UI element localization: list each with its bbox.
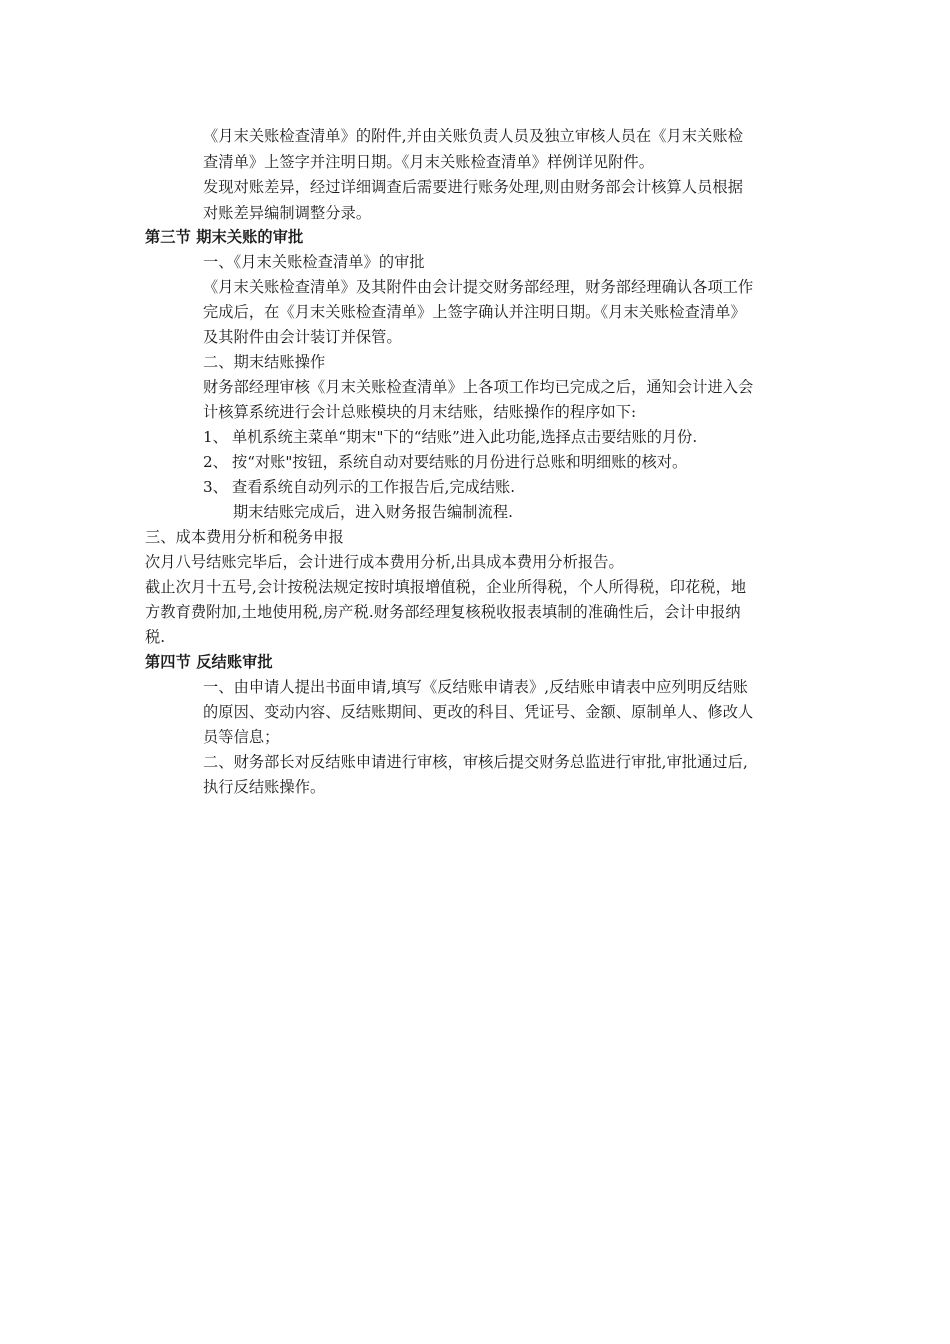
paragraph-line: 《月末关账检查清单》的附件,并由关账负责人员及独立审核人员在《月末关账检 bbox=[203, 127, 743, 145]
paragraph-line: 《月末关账检查清单》及其附件由会计提交财务部经理，财务部经理确认各项工作 bbox=[203, 278, 754, 296]
paragraph-line: 完成后，在《月末关账检查清单》上签字确认并注明日期。《月末关账检查清单》 bbox=[203, 303, 746, 321]
list-item: 查看系统自动列示的工作报告后,完成结账. bbox=[232, 478, 516, 496]
paragraph-line: 对账差异编制调整分录。 bbox=[203, 204, 372, 222]
list-item: 单机系统主菜单“期末"下的“结账”进入此功能,选择点击要结账的月份. bbox=[232, 428, 698, 446]
paragraph-line: 员等信息； bbox=[203, 728, 280, 746]
list-number: 2、 bbox=[203, 453, 228, 471]
list-number: 3、 bbox=[203, 478, 228, 496]
subheading: 三、成本费用分析和税务申报 bbox=[145, 528, 344, 546]
paragraph-line: 执行反结账操作。 bbox=[203, 778, 326, 796]
paragraph-line: 及其附件由会计装订并保管。 bbox=[203, 328, 402, 346]
paragraph-line: 截止次月十五号,会计按税法规定按时填报增值税，企业所得税，个人所得税，印花税，地 bbox=[145, 578, 747, 596]
paragraph-line: 发现对账差异，经过详细调查后需要进行账务处理,则由财务部会计核算人员根据 bbox=[203, 178, 743, 196]
list-item: 按“对账"按钮，系统自动对要结账的月份进行总账和明细账的核对。 bbox=[232, 453, 688, 471]
paragraph-line: 计核算系统进行会计总账模块的月末结账，结账操作的程序如下: bbox=[203, 403, 637, 421]
section-heading-3: 第三节 期末关账的审批 bbox=[145, 228, 304, 246]
subheading: 二、期末结账操作 bbox=[203, 353, 326, 371]
paragraph-line: 次月八号结账完毕后，会计进行成本费用分析,出具成本费用分析报告。 bbox=[145, 553, 624, 571]
paragraph-line: 方教育费附加,土地使用税,房产税.财务部经理复核税收报表填制的准确性后，会计申报纳 bbox=[145, 603, 741, 621]
paragraph-line: 的原因、变动内容、反结账期间、更改的科目、凭证号、金额、原制单人、修改人 bbox=[203, 703, 754, 721]
paragraph-line: 二、财务部长对反结账申请进行审核，审核后提交财务总监进行审批,审批通过后, bbox=[203, 753, 748, 771]
paragraph-line: 一、由申请人提出书面申请,填写《反结账申请表》,反结账申请表中应列明反结账 bbox=[203, 678, 748, 696]
paragraph-line: 期末结账完成后，进入财务报告编制流程. bbox=[233, 503, 514, 521]
paragraph-line: 税. bbox=[145, 628, 166, 646]
section-heading-4: 第四节 反结账审批 bbox=[145, 653, 273, 671]
paragraph-line: 查清单》上签字并注明日期。《月末关账检查清单》样例详见附件。 bbox=[203, 153, 655, 171]
subheading: 一、《月末关账检查清单》的审批 bbox=[203, 253, 425, 271]
paragraph-line: 财务部经理审核《月末关账检查清单》上各项工作均已完成之后，通知会计进入会 bbox=[203, 378, 754, 396]
list-number: 1、 bbox=[203, 428, 228, 446]
